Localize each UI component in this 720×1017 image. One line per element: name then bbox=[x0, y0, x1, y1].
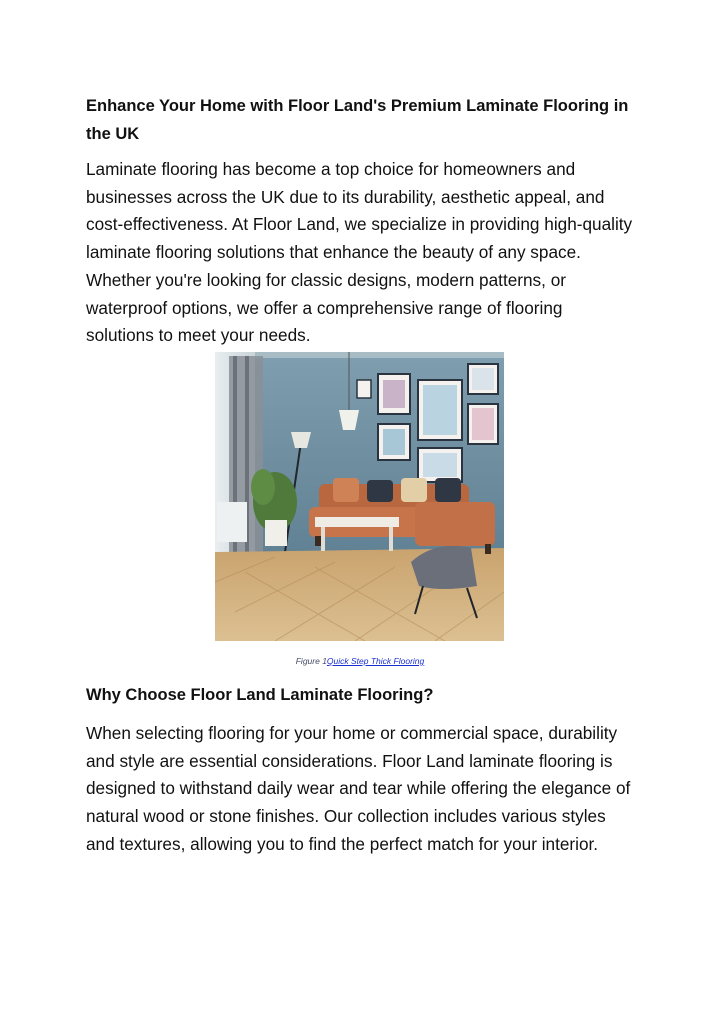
intro-paragraph: Laminate flooring has become a top choice for homeowners and businesses across the UK due to its durability, aesthetic appeal, and cost-effectiveness. At Floor Land, we specialize in providing high-quality laminate flooring solutions that enhance the beauty of any space. Whether you're looking for classic designs, modern patterns, or waterproof options, we offer a comprehensive range of flooring solutions to meet your needs. bbox=[86, 159, 633, 346]
page-title: Enhance Your Home with Floor Land's Premium Laminate Flooring in the UK bbox=[86, 97, 629, 143]
figure-caption bbox=[0, 655, 720, 667]
caption-prefix: Figure 1 bbox=[295, 656, 327, 666]
section-heading: Why Choose Floor Land Laminate Flooring? bbox=[86, 686, 434, 704]
why-choose-paragraph: When selecting flooring for your home or commercial space, durability and style are essential considerations. Floor Land laminate flooring is designed to withstand daily wear and tear while offering the elegance of natural wood or stone finishes. Our collection includes various styles and textures, allowing you to find the perfect match for your interior. bbox=[86, 723, 631, 854]
caption-link[interactable]: Quick Step Thick Flooring bbox=[326, 656, 425, 666]
living-room-photo bbox=[215, 352, 504, 641]
